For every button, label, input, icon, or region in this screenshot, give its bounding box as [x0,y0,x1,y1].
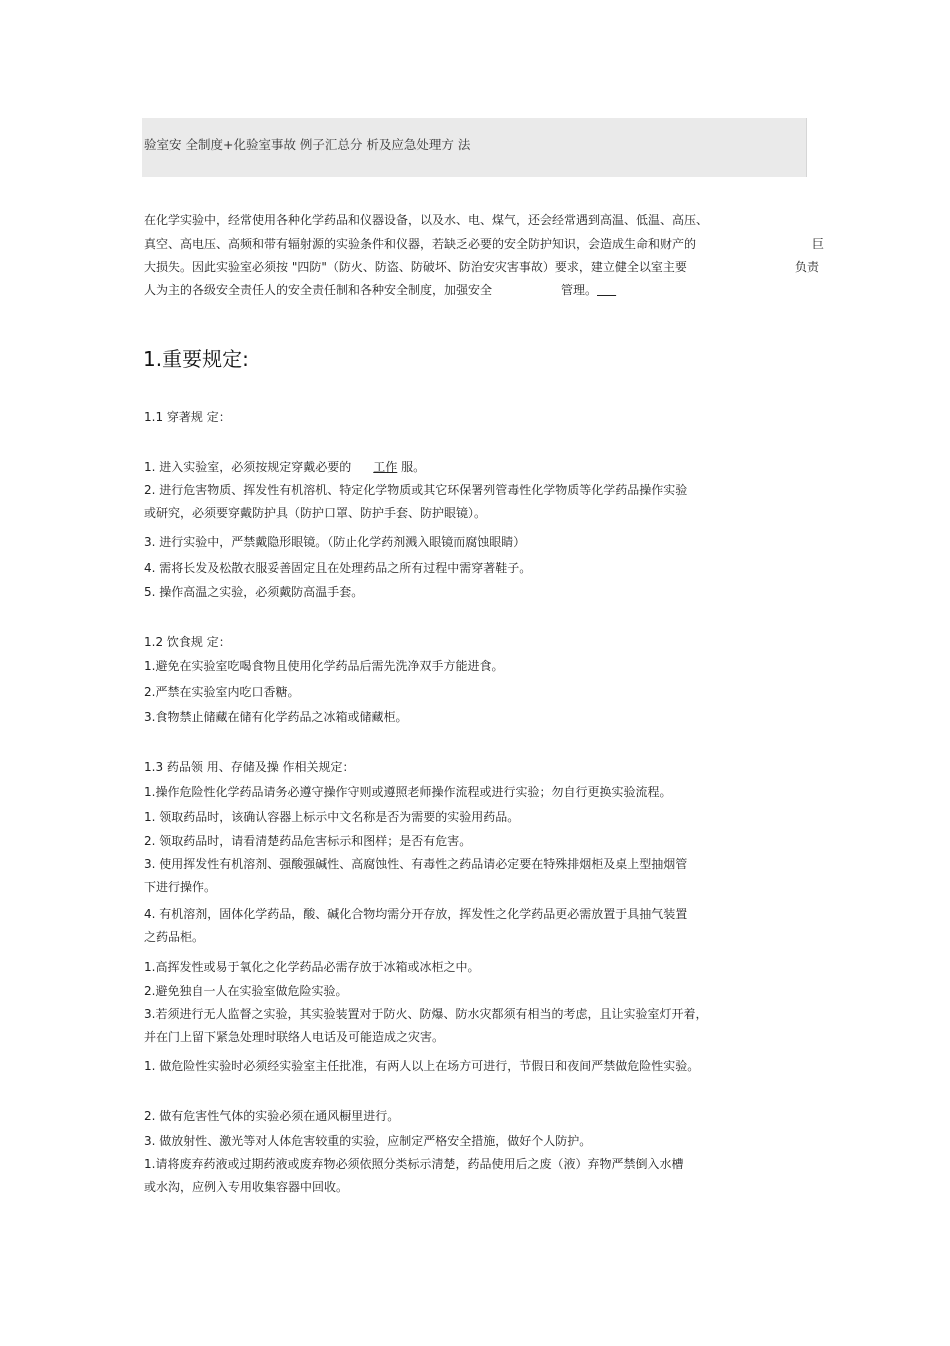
rule-1-3-para-1: 1.操作危险性化学药品请务必遵守操作守则或遵照老师操作流程或进行实验；勿自行更换实验流程。 [144,785,672,799]
rule-1-3-para-4b: 下进行操作。 [144,880,217,894]
rule-1-2-item-1: 1.避免在实验室吃喝食物且使用化学药品后需先洗净双手方能进食。 [144,659,504,673]
rule-1-2-item-3: 3.食物禁止储藏在储有化学药品之冰箱或储藏柜。 [144,710,408,724]
intro-line-3-tail: 负责 [795,260,820,274]
intro-line-3: 大损失。因此实验室必须按 "四防"（防火、防盗、防破坏、防治安灾害事故）要求，建立健全以室主要 [144,260,687,274]
rule-1-1-item-2a: 2. 进行危害物质、挥发性有机溶机、特定化学物质或其它环保署列管毒性化学物质等化学药品操作实验 [144,483,688,497]
rule-1-3-para-6: 1.高挥发性或易于氧化之化学药品必需存放于冰箱或冰柜之中。 [144,960,480,974]
work-clothes-link: 工作 [373,460,398,474]
rule-1-3-para-8a: 3.若须进行无人监督之实验，其实验装置对于防火、防爆、防水灾都须有相当的考虑，且让实验室灯开着， [144,1007,708,1021]
intro-tail-blank [597,283,616,297]
intro-line-2: 真空、高电压、高频和带有辐射源的实验条件和仪器，若缺乏必要的安全防护知识，会造成生命和财产的 [144,237,697,251]
section-heading-1: 1.重要规定: [143,347,249,371]
rule-1-3-para-5a: 4. 有机溶剂，固体化学药品，酸、碱化合物均需分开存放，挥发性之化学药品更必需放置于具抽气装置 [144,907,688,921]
rule-1-3-para-10: 2. 做有危害性气体的实验必须在通风橱里进行。 [144,1109,400,1123]
intro-line-1: 在化学实验中，经常使用各种化学药品和仪器设备，以及水、电、煤气，还会经常遇到高温、低温、高压、 [144,213,709,227]
rule-1-3-para-4a: 3. 使用挥发性有机溶剂、强酸强碱性、高腐蚀性、有毒性之药品请必定要在特殊排烟柜及桌上型抽烟管 [144,857,688,871]
document-title-banner [142,118,807,177]
section-1-1-heading: 1.1 穿著规 定： [144,410,231,424]
rule-1-1-item-2b: 或研究，必须要穿戴防护具（防护口罩、防护手套、防护眼镜）。 [144,506,487,520]
rule-1-3-para-8b: 并在门上留下紧急处理时联络人电话及可能造成之灾害。 [144,1030,445,1044]
rule-1-3-para-2: 1. 领取药品时，该确认容器上标示中文名称是否为需要的实验用药品。 [144,810,520,824]
rule-1-3-para-12b: 或水沟，应例入专用收集容器中回收。 [144,1180,349,1194]
rule-1-2-item-2: 2.严禁在实验室内吃口香糖。 [144,685,300,699]
intro-line-2-tail: 巨 [812,237,825,251]
intro-tail-text: 管理。 [561,283,598,297]
document-title: 验室安 全制度+化验室事故 例子汇总分 析及应急处理方 法 [144,137,471,152]
intro-line-4-tail [561,282,616,298]
section-1-3-heading: 1.3 药品领 用、存储及操 作相关规定： [144,760,355,774]
rule-1-3-para-9: 1. 做危险性实验时必须经实验室主任批准，有两人以上在场方可进行，节假日和夜间严禁做危险性实验。 [144,1059,700,1073]
intro-line-4: 人为主的各级安全责任人的安全责任制和各种安全制度，加强安全 [144,283,493,297]
rule-1-3-para-5b: 之药品柜。 [144,930,205,944]
rule-1-3-para-7: 2.避免独自一人在实验室做危险实验。 [144,984,348,998]
rule-1-3-para-3: 2. 领取药品时，请看清楚药品危害标示和图样；是否有危害。 [144,834,472,848]
item-text: 1. 进入实验室，必须按规定穿戴必要的 [144,460,352,474]
rule-1-1-item-3: 3. 进行实验中，严禁戴隐形眼镜。（防止化学药剂溅入眼镜而腐蚀眼睛） [144,535,526,549]
item-text-end: 服。 [397,460,426,474]
rule-1-1-item-5: 5. 操作高温之实验，必须戴防高温手套。 [144,585,364,599]
rule-1-3-para-11: 3. 做放射性、激光等对人体危害较重的实验，应制定严格安全措施，做好个人防护。 [144,1134,592,1148]
rule-1-1-item-4: 4. 需将长发及松散衣服妥善固定且在处理药品之所有过程中需穿著鞋子。 [144,561,532,575]
rule-1-3-para-12a: 1.请将废弃药液或过期药液或废弃物必须依照分类标示清楚，药品使用后之废（液）弃物严禁倒入水槽 [144,1157,684,1171]
rule-1-1-item-1 [144,459,425,475]
section-1-2-heading: 1.2 饮食规 定： [144,635,231,649]
